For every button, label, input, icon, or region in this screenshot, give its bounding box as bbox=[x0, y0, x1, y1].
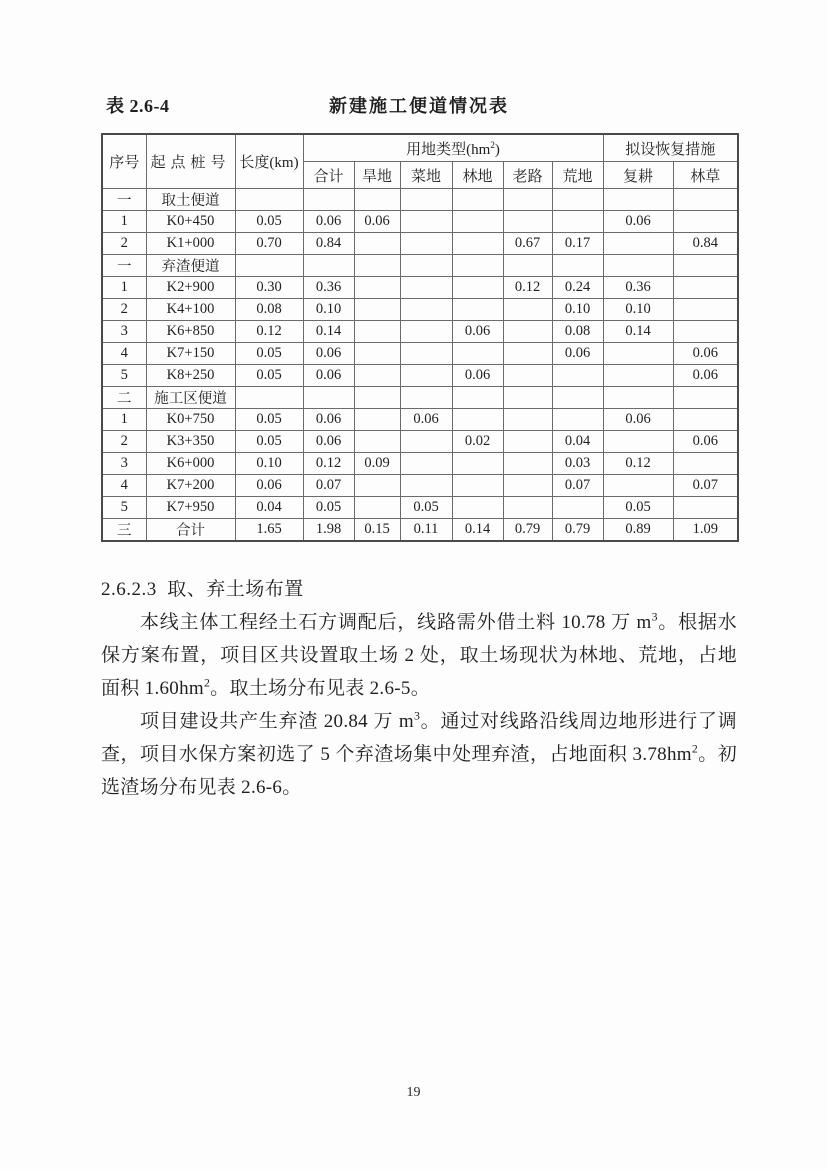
table-cell bbox=[452, 387, 503, 409]
table-cell: 0.03 bbox=[552, 453, 603, 475]
table-cell: 0.06 bbox=[303, 365, 354, 387]
table-cell: 0.07 bbox=[552, 475, 603, 497]
table-cell bbox=[400, 211, 452, 233]
table-cell bbox=[354, 189, 400, 211]
table-cell: K7+150 bbox=[146, 343, 235, 365]
table-cell bbox=[503, 189, 552, 211]
table-cell bbox=[552, 255, 603, 277]
table-cell: 0.09 bbox=[354, 453, 400, 475]
table-cell: K6+850 bbox=[146, 321, 235, 343]
table-cell bbox=[503, 387, 552, 409]
table-cell bbox=[673, 453, 738, 475]
table-cell: 0.15 bbox=[354, 519, 400, 542]
table-cell bbox=[673, 409, 738, 431]
table-cell bbox=[552, 365, 603, 387]
table-cell: 二 bbox=[102, 387, 146, 409]
table-cell: 0.06 bbox=[673, 365, 738, 387]
table-cell: 合计 bbox=[146, 519, 235, 542]
table-row bbox=[102, 343, 738, 365]
table-cell bbox=[503, 255, 552, 277]
table-cell bbox=[452, 189, 503, 211]
table-cell: 1 bbox=[102, 409, 146, 431]
table-cell bbox=[452, 453, 503, 475]
table-cell bbox=[673, 211, 738, 233]
table-cell bbox=[400, 475, 452, 497]
col-header-start-stake: 起点桩号 bbox=[146, 134, 235, 189]
table-cell bbox=[603, 255, 673, 277]
table-cell bbox=[354, 233, 400, 255]
table-cell: 0.14 bbox=[303, 321, 354, 343]
table-cell bbox=[354, 299, 400, 321]
table-cell bbox=[503, 299, 552, 321]
table-title: 新建施工便道情况表 bbox=[329, 96, 509, 116]
table-cell: 0.17 bbox=[552, 233, 603, 255]
table-cell bbox=[235, 387, 303, 409]
table-cell bbox=[354, 431, 400, 453]
table-cell: 0.05 bbox=[303, 497, 354, 519]
table-cell bbox=[552, 211, 603, 233]
table-cell bbox=[503, 497, 552, 519]
table-cell bbox=[354, 365, 400, 387]
table-cell bbox=[503, 343, 552, 365]
table-cell: 0.05 bbox=[235, 365, 303, 387]
land-type-label: 用地类型(hm bbox=[406, 141, 491, 158]
table-cell bbox=[552, 387, 603, 409]
table-row bbox=[102, 409, 738, 431]
table-cell bbox=[503, 453, 552, 475]
table-cell bbox=[354, 387, 400, 409]
table-cell bbox=[354, 497, 400, 519]
table-cell: 0.06 bbox=[235, 475, 303, 497]
table-cell: 弃渣便道 bbox=[146, 255, 235, 277]
page-number: 19 bbox=[406, 1085, 421, 1100]
body-paragraph bbox=[101, 606, 737, 705]
table-cell: 0.05 bbox=[235, 431, 303, 453]
body-paragraphs bbox=[101, 606, 737, 804]
table-cell: 0.36 bbox=[603, 277, 673, 299]
table-caption bbox=[101, 90, 737, 118]
table-cell bbox=[303, 387, 354, 409]
table-cell bbox=[235, 189, 303, 211]
table-cell: K6+000 bbox=[146, 453, 235, 475]
table-cell bbox=[400, 233, 452, 255]
table-cell bbox=[400, 453, 452, 475]
table-cell: 0.84 bbox=[303, 233, 354, 255]
table-cell: 0.12 bbox=[503, 277, 552, 299]
section-row bbox=[102, 387, 738, 409]
table-cell: 0.10 bbox=[603, 299, 673, 321]
table-cell: 1 bbox=[102, 211, 146, 233]
table-cell: 0.02 bbox=[452, 431, 503, 453]
text-segment: 本线主体工程经土石方调配后，线路需外借土料 10.78 万 m bbox=[139, 612, 652, 633]
table-cell: 一 bbox=[102, 255, 146, 277]
page-content bbox=[101, 90, 737, 804]
table-cell: 0.05 bbox=[603, 497, 673, 519]
table-cell bbox=[673, 387, 738, 409]
table-label: 表 2.6-4 bbox=[106, 96, 170, 116]
table-cell bbox=[400, 365, 452, 387]
table-cell: K0+450 bbox=[146, 211, 235, 233]
table-cell: 0.06 bbox=[303, 211, 354, 233]
table-row bbox=[102, 299, 738, 321]
table-cell bbox=[400, 431, 452, 453]
total-row bbox=[102, 519, 738, 542]
table-cell: 0.07 bbox=[303, 475, 354, 497]
table-cell: 0.06 bbox=[603, 211, 673, 233]
table-row bbox=[102, 211, 738, 233]
text-segment: 。初选渣场分布见表 2.6-6。 bbox=[101, 744, 737, 798]
col-header-wasteland: 荒地 bbox=[552, 162, 603, 189]
col-header-old-road: 老路 bbox=[503, 162, 552, 189]
table-cell: 三 bbox=[102, 519, 146, 542]
table-cell bbox=[235, 255, 303, 277]
col-header-dryland: 旱地 bbox=[354, 162, 400, 189]
table-cell: 0.36 bbox=[303, 277, 354, 299]
table-cell: 0.06 bbox=[603, 409, 673, 431]
table-row bbox=[102, 321, 738, 343]
table-cell bbox=[673, 189, 738, 211]
table-cell: 0.70 bbox=[235, 233, 303, 255]
table-cell bbox=[400, 189, 452, 211]
table-cell: 0.06 bbox=[673, 343, 738, 365]
table-cell bbox=[452, 409, 503, 431]
table-cell: 0.06 bbox=[303, 409, 354, 431]
table-cell bbox=[354, 255, 400, 277]
table-cell: 1 bbox=[102, 277, 146, 299]
table-cell: 0.67 bbox=[503, 233, 552, 255]
table-cell bbox=[603, 343, 673, 365]
table-cell: 0.24 bbox=[552, 277, 603, 299]
table-cell: 0.08 bbox=[552, 321, 603, 343]
table-cell: 一 bbox=[102, 189, 146, 211]
table-cell: 0.04 bbox=[235, 497, 303, 519]
table-body bbox=[102, 189, 738, 542]
table-cell bbox=[673, 321, 738, 343]
table-cell: 0.79 bbox=[552, 519, 603, 542]
table-cell: 0.06 bbox=[552, 343, 603, 365]
table-cell: 0.05 bbox=[235, 343, 303, 365]
table-cell bbox=[503, 321, 552, 343]
table-cell bbox=[603, 475, 673, 497]
table-cell bbox=[452, 233, 503, 255]
table-cell: 2 bbox=[102, 233, 146, 255]
col-group-land-type bbox=[303, 134, 603, 162]
table-cell: 4 bbox=[102, 343, 146, 365]
table-cell: 0.06 bbox=[452, 365, 503, 387]
table-cell: K2+900 bbox=[146, 277, 235, 299]
col-header-total: 合计 bbox=[303, 162, 354, 189]
table-cell: 0.10 bbox=[303, 299, 354, 321]
table-cell: 0.11 bbox=[400, 519, 452, 542]
table-cell bbox=[552, 497, 603, 519]
superscript: 2 bbox=[691, 742, 699, 756]
table-cell: 施工区便道 bbox=[146, 387, 235, 409]
table-cell: 0.06 bbox=[354, 211, 400, 233]
table-cell bbox=[452, 255, 503, 277]
table-cell: 1.65 bbox=[235, 519, 303, 542]
table-cell: 0.05 bbox=[235, 211, 303, 233]
table-cell: 1.98 bbox=[303, 519, 354, 542]
col-group-restoration: 拟设恢复措施 bbox=[603, 134, 738, 162]
table-cell bbox=[400, 343, 452, 365]
land-type-label-close: ) bbox=[494, 141, 500, 158]
table-cell bbox=[354, 343, 400, 365]
table-cell: K1+000 bbox=[146, 233, 235, 255]
table-cell bbox=[503, 475, 552, 497]
table-row bbox=[102, 497, 738, 519]
table-cell: 1.09 bbox=[673, 519, 738, 542]
text-segment: 。根据水保方案布置，项目区共设置取土场 2 处，取土场现状为林地、荒地，占地面积 1.60hm bbox=[101, 612, 737, 699]
table-cell: 0.04 bbox=[552, 431, 603, 453]
table-cell: 0.05 bbox=[235, 409, 303, 431]
table-row bbox=[102, 365, 738, 387]
table-row bbox=[102, 277, 738, 299]
table-cell bbox=[503, 211, 552, 233]
table-cell: K4+100 bbox=[146, 299, 235, 321]
col-header-refarm: 复耕 bbox=[603, 162, 673, 189]
table-cell: 0.12 bbox=[603, 453, 673, 475]
table-cell bbox=[354, 409, 400, 431]
col-header-forest: 林地 bbox=[452, 162, 503, 189]
table-cell: 0.06 bbox=[673, 431, 738, 453]
superscript: 2 bbox=[203, 676, 211, 690]
table-cell: 0.12 bbox=[303, 453, 354, 475]
table-cell: 0.84 bbox=[673, 233, 738, 255]
body-paragraph bbox=[101, 705, 737, 804]
table-cell bbox=[400, 255, 452, 277]
table-cell: 0.06 bbox=[452, 321, 503, 343]
table-cell: 0.14 bbox=[603, 321, 673, 343]
table-cell: 2 bbox=[102, 299, 146, 321]
table-cell: K7+200 bbox=[146, 475, 235, 497]
table-cell bbox=[400, 387, 452, 409]
table-cell: K7+950 bbox=[146, 497, 235, 519]
table-row bbox=[102, 475, 738, 497]
table-row bbox=[102, 233, 738, 255]
table-cell bbox=[452, 343, 503, 365]
superscript: 3 bbox=[651, 610, 658, 624]
table-cell: 3 bbox=[102, 321, 146, 343]
superscript: 3 bbox=[413, 709, 421, 723]
table-cell bbox=[452, 277, 503, 299]
table-cell: 0.10 bbox=[235, 453, 303, 475]
col-header-forest-grass: 林草 bbox=[673, 162, 738, 189]
construction-road-table bbox=[101, 133, 739, 542]
table-cell: 0.06 bbox=[303, 343, 354, 365]
table-cell: 0.30 bbox=[235, 277, 303, 299]
text-segment: 项目建设共产生弃渣 20.84 万 m bbox=[139, 711, 414, 732]
table-row bbox=[102, 431, 738, 453]
table-cell: 3 bbox=[102, 453, 146, 475]
table-cell bbox=[400, 277, 452, 299]
table-cell bbox=[400, 299, 452, 321]
table-cell bbox=[673, 299, 738, 321]
table-cell bbox=[673, 277, 738, 299]
text-segment: 。取土场分布见表 2.6-5。 bbox=[210, 678, 430, 699]
section-row bbox=[102, 255, 738, 277]
table-cell bbox=[354, 321, 400, 343]
col-header-vegetable: 菜地 bbox=[400, 162, 452, 189]
land-type-superscript: 2 bbox=[490, 140, 495, 151]
table-cell bbox=[452, 299, 503, 321]
table-cell: 5 bbox=[102, 497, 146, 519]
table-cell: K3+350 bbox=[146, 431, 235, 453]
table-cell: 4 bbox=[102, 475, 146, 497]
col-header-length: 长度(km) bbox=[235, 134, 303, 189]
col-header-index: 序号 bbox=[102, 134, 146, 189]
table-cell bbox=[354, 277, 400, 299]
table-cell: K0+750 bbox=[146, 409, 235, 431]
table-cell bbox=[603, 365, 673, 387]
table-cell bbox=[603, 387, 673, 409]
table-header bbox=[102, 134, 738, 189]
table-cell: 0.89 bbox=[603, 519, 673, 542]
section-row bbox=[102, 189, 738, 211]
table-cell bbox=[303, 189, 354, 211]
table-cell bbox=[452, 211, 503, 233]
table-cell bbox=[673, 497, 738, 519]
table-cell bbox=[603, 189, 673, 211]
table-cell bbox=[503, 431, 552, 453]
table-cell: 2 bbox=[102, 431, 146, 453]
table-row bbox=[102, 453, 738, 475]
table-cell bbox=[552, 189, 603, 211]
table-cell bbox=[354, 475, 400, 497]
table-cell bbox=[503, 409, 552, 431]
table-cell bbox=[673, 255, 738, 277]
table-cell bbox=[603, 233, 673, 255]
table-cell: 0.06 bbox=[400, 409, 452, 431]
table-cell: 0.08 bbox=[235, 299, 303, 321]
table-cell: 取土便道 bbox=[146, 189, 235, 211]
table-cell: 0.79 bbox=[503, 519, 552, 542]
table-cell: 0.12 bbox=[235, 321, 303, 343]
table-cell: 5 bbox=[102, 365, 146, 387]
table-cell bbox=[303, 255, 354, 277]
header-row-groups bbox=[102, 134, 738, 162]
table-cell: 0.05 bbox=[400, 497, 452, 519]
table-cell bbox=[400, 321, 452, 343]
table-cell: 0.14 bbox=[452, 519, 503, 542]
table-cell bbox=[603, 431, 673, 453]
table-cell bbox=[452, 475, 503, 497]
table-cell bbox=[552, 409, 603, 431]
section-heading: 2.6.2.3 取、弃土场布置 bbox=[101, 579, 304, 600]
table-cell: K8+250 bbox=[146, 365, 235, 387]
table-cell: 0.06 bbox=[303, 431, 354, 453]
table-cell bbox=[452, 497, 503, 519]
table-cell: 0.10 bbox=[552, 299, 603, 321]
text-segment: 。通过对线路沿线周边地形进行了调查，项目水保方案初选了 5 个弃渣场集中处理弃渣，占地面积 3.78hm bbox=[101, 711, 737, 765]
table-cell bbox=[503, 365, 552, 387]
table-cell: 0.07 bbox=[673, 475, 738, 497]
